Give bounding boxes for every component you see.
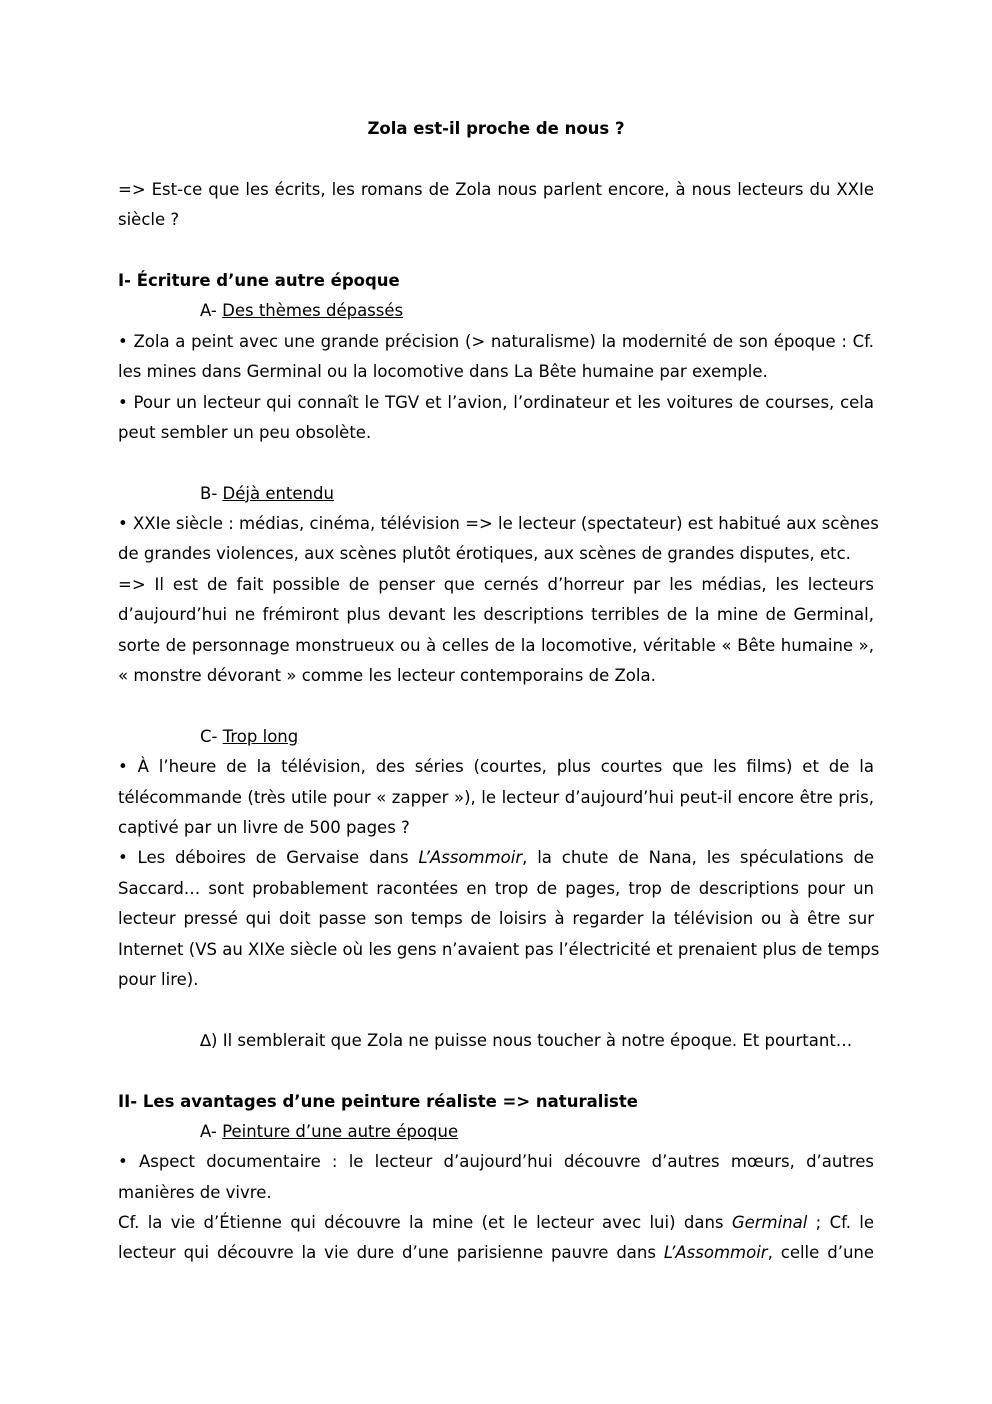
- paragraph-line: télécommande (très utile pour « zapper »), le lecteur d’aujourd’hui peut-il encore être pris,: [118, 787, 874, 807]
- part1-heading: I- Écriture d’une autre époque: [118, 270, 400, 290]
- paragraph-line: • À l’heure de la télévision, des séries (courtes, plus courtes que les films) et de la: [118, 757, 874, 777]
- intro-line-2: siècle ?: [118, 210, 180, 230]
- paragraph-line: [118, 843, 874, 873]
- text-run: • Les déboires de Gervaise dans: [118, 848, 419, 868]
- paragraph-line: • Zola a peint avec une grande précision (> naturalisme) la modernité de son époque : Cf.: [118, 331, 874, 351]
- paragraph-line: • Pour un lecteur qui connaît le TGV et l’avion, l’ordinateur et les voitures de courses, cela: [118, 392, 874, 412]
- paragraph-line: les mines dans Germinal ou la locomotive dans La Bête humaine par exemple.: [118, 362, 768, 382]
- part1-a-subheading: [118, 296, 874, 326]
- paragraph-line: manières de vivre.: [118, 1182, 272, 1202]
- paragraph-line: d’aujourd’hui ne frémiront plus devant les descriptions terribles de la mine de Germinal,: [118, 605, 874, 625]
- text-run: lecteur qui découvre la vie dure d’une parisienne pauvre dans: [118, 1243, 664, 1263]
- paragraph-line: • Aspect documentaire : le lecteur d’aujourd’hui découvre d’autres mœurs, d’autres: [118, 1152, 874, 1172]
- paragraph-line: captivé par un livre de 500 pages ?: [118, 817, 410, 837]
- book-title: L’Assommoir: [418, 848, 523, 868]
- text-run: Cf. la vie d’Étienne qui découvre la mine (et le lecteur avec lui) dans: [118, 1213, 732, 1233]
- book-title: Germinal: [731, 1213, 808, 1233]
- subheading-title: Des thèmes dépassés: [222, 301, 404, 321]
- paragraph-line: lecteur pressé qui doit passe son temps de loisirs à regarder la télévision ou à être sur: [118, 909, 874, 929]
- subheading-title: Trop long: [222, 726, 299, 746]
- subheading-marker: A-: [200, 1121, 223, 1141]
- paragraph-line: peut sembler un peu obsolète.: [118, 422, 372, 442]
- paragraph-line: pour lire).: [118, 969, 199, 989]
- paragraph-line: « monstre dévorant » comme les lecteur contemporains de Zola.: [118, 666, 656, 686]
- paragraph-line: => Il est de fait possible de penser que cernés d’horreur par les médias, les lecteurs: [118, 574, 874, 594]
- document-title: Zola est-il proche de nous ?: [367, 119, 625, 138]
- part1-c-subheading: [118, 722, 874, 752]
- subheading-marker: C-: [200, 726, 223, 746]
- part1-b-subheading: [118, 479, 874, 509]
- text-run: ; Cf. le: [807, 1213, 874, 1233]
- part1-conclusion: ∆) Il semblerait que Zola ne puisse nous toucher à notre époque. Et pourtant…: [200, 1030, 853, 1050]
- paragraph-line: Saccard… sont probablement racontées en trop de pages, trop de descriptions pour un: [118, 878, 874, 898]
- paragraph-line: [118, 1208, 874, 1238]
- subheading-title: Déjà entendu: [222, 483, 334, 503]
- text-run: , la chute de Nana, les spéculations de: [522, 848, 874, 868]
- paragraph-line: [118, 1238, 874, 1268]
- paragraph-line: de grandes violences, aux scènes plutôt érotiques, aux scènes de grandes disputes, etc.: [118, 544, 851, 564]
- intro-line-1: => Est-ce que les écrits, les romans de Zola nous parlent encore, à nous lecteurs du XXIe: [118, 179, 874, 199]
- subheading-title: Peinture d’une autre époque: [222, 1121, 459, 1141]
- paragraph-line: sorte de personnage monstrueux ou à celles de la locomotive, véritable « Bête humaine »,: [118, 635, 874, 655]
- part2-a-subheading: [118, 1117, 874, 1147]
- paragraph-line: Internet (VS au XIXe siècle où les gens n’avaient pas l’électricité et prenaient plus de temps: [118, 939, 880, 959]
- paragraph-line: • XXIe siècle : médias, cinéma, télévision => le lecteur (spectateur) est habitué aux scènes: [118, 514, 879, 534]
- subheading-marker: B-: [200, 483, 223, 503]
- book-title: L’Assommoir: [663, 1243, 768, 1263]
- part2-heading: II- Les avantages d’une peinture réaliste => naturaliste: [118, 1091, 638, 1111]
- document-body: [118, 114, 880, 1269]
- text-run: , celle d’une: [767, 1243, 875, 1263]
- subheading-marker: A-: [200, 301, 223, 321]
